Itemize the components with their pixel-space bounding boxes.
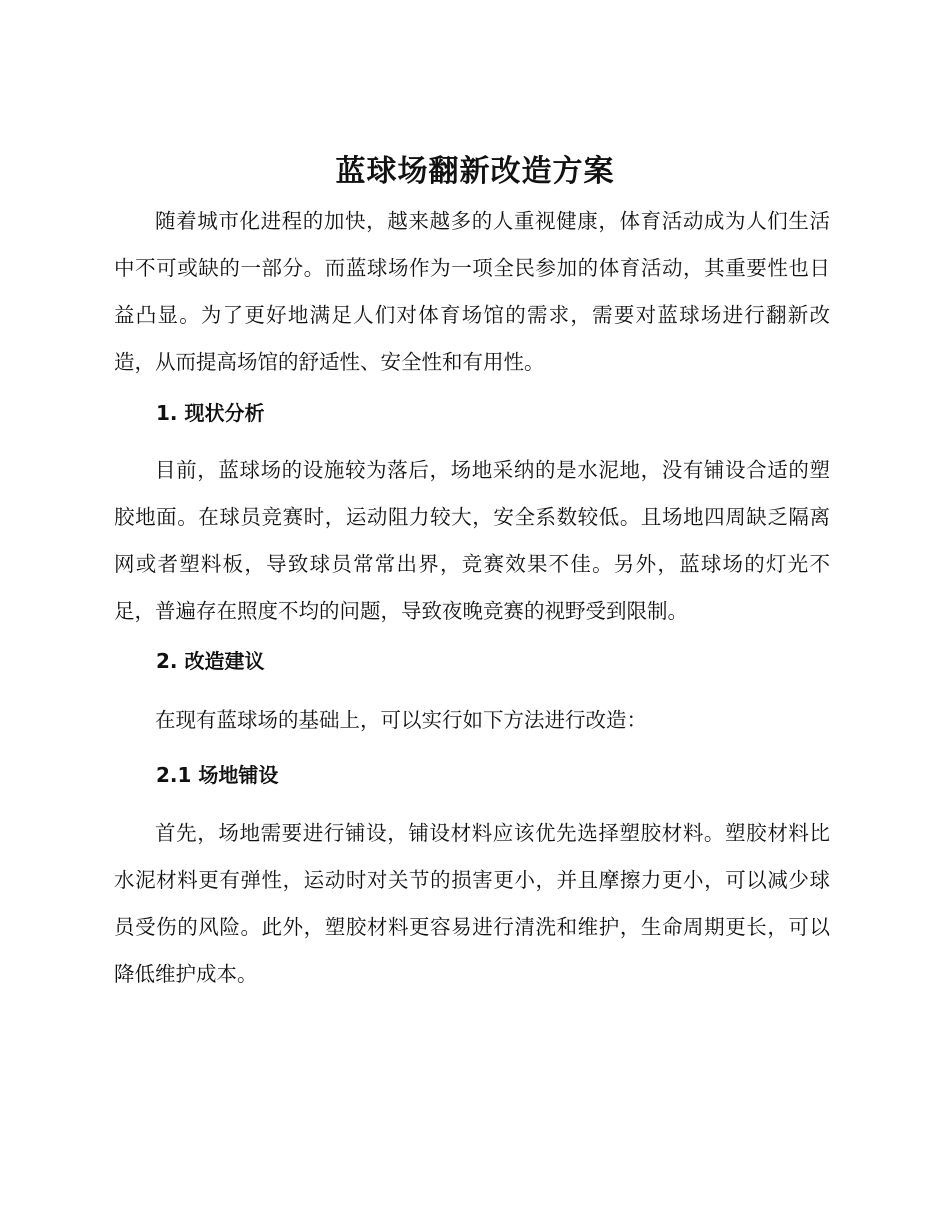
intro-paragraph: 随着城市化进程的加快，越来越多的人重视健康，体育活动成为人们生活中不可或缺的一部分。而蓝球场作为一项全民参加的体育活动，其重要性也日益凸显。为了更好地满足人们对体育场馆的需求，需要对蓝球场进行翻新改造，从而提高场馆的舒适性、安全性和有用性。 <box>114 209 830 374</box>
renovation-suggestions-paragraph: 在现有蓝球场的基础上，可以实行如下方法进行改造： <box>155 708 647 732</box>
court-surfacing-paragraph: 首先，场地需要进行铺设，铺设材料应该优先选择塑胶材料。塑胶材料比水泥材料更有弹性，运动时对关节的损害更小，并且摩擦力更小，可以减少球员受伤的风险。此外，塑胶材料更容易进行清洗和维护，生命周期更长，可以降低维护成本。 <box>114 821 830 986</box>
section-heading-court-surfacing: 2.1 场地铺设 <box>156 763 279 787</box>
document-title: 蓝球场翻新改造方案 <box>335 154 615 189</box>
section-heading-current-status: 1. 现状分析 <box>156 401 265 425</box>
section-heading-renovation-suggestions: 2. 改造建议 <box>156 649 265 673</box>
current-status-paragraph: 目前，蓝球场的设施较为落后，场地采纳的是水泥地，没有铺设合适的塑胶地面。在球员竞赛时，运动阻力较大，安全系数较低。且场地四周缺乏隔离网或者塑料板，导致球员常常出界，竞赛效果不佳。另外，蓝球场的灯光不足，普遍存在照度不均的问题，导致夜晚竞赛的视野受到限制。 <box>114 458 830 623</box>
